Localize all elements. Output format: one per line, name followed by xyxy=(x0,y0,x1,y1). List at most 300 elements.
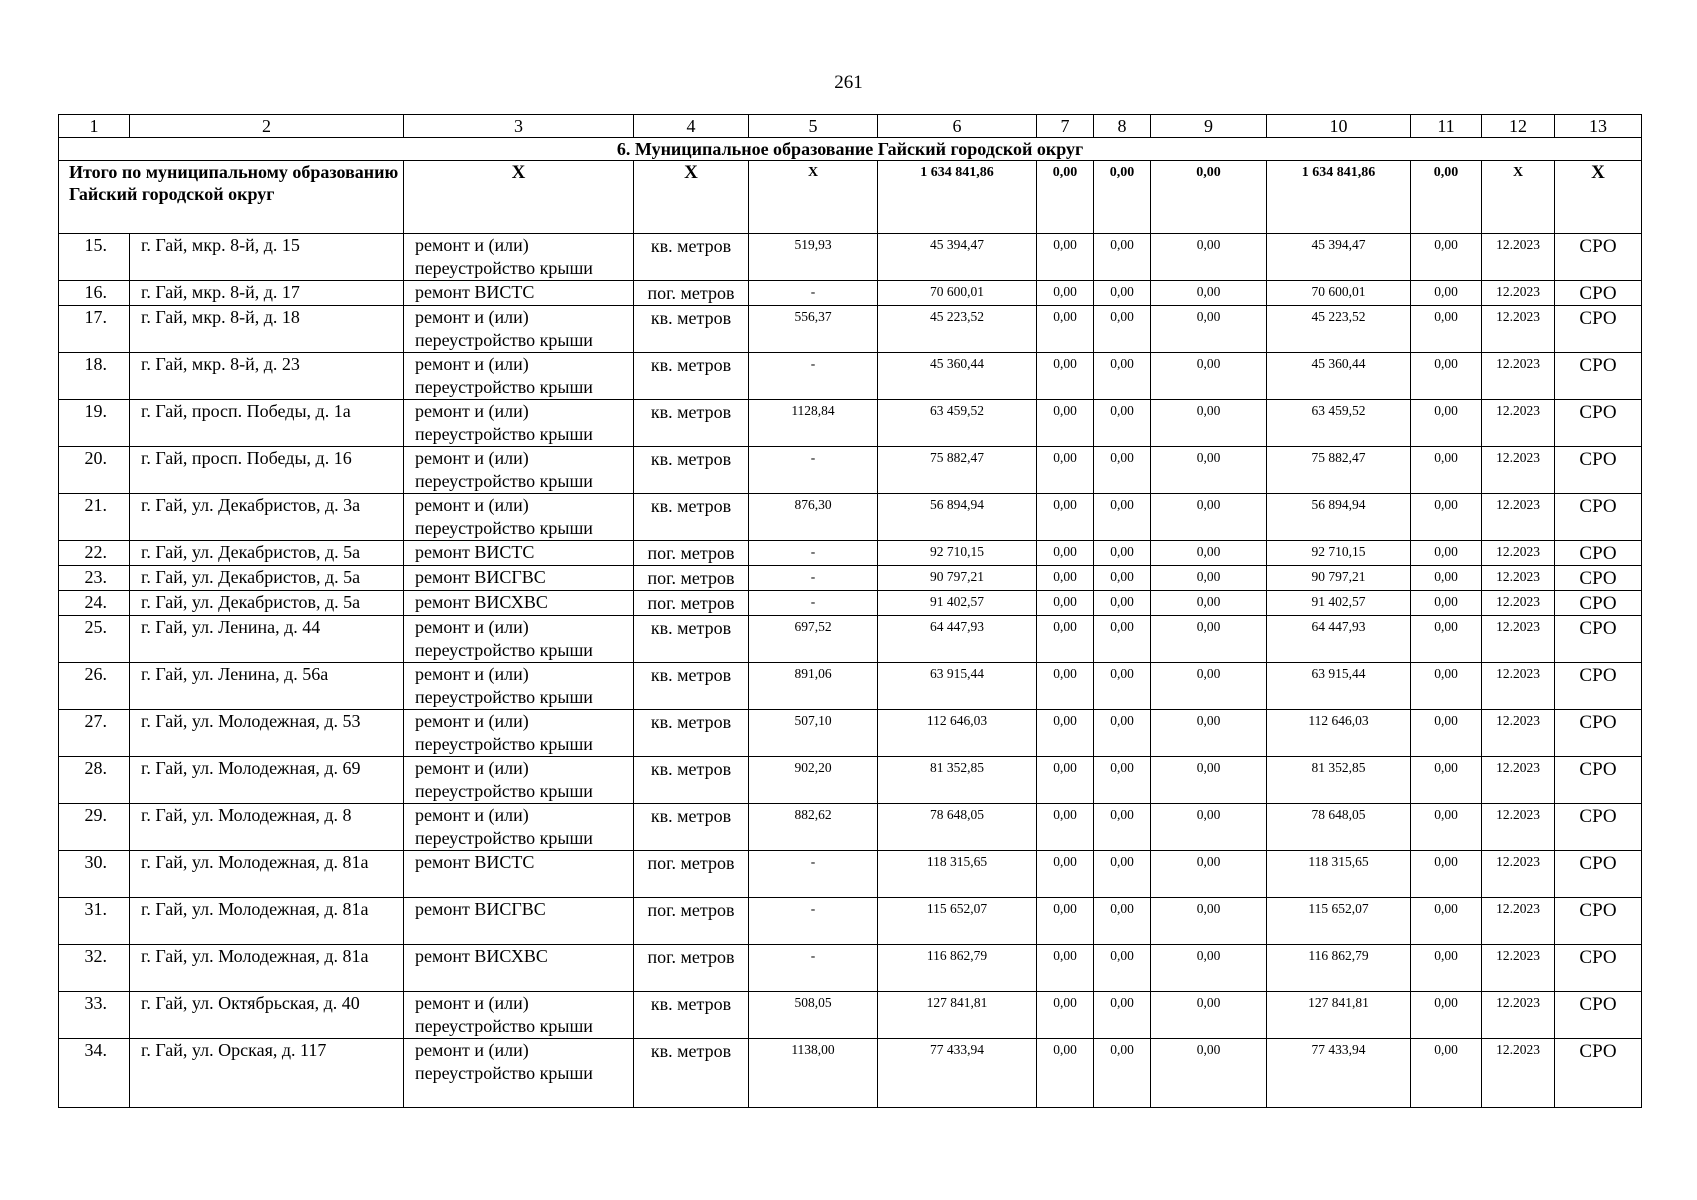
row-unit: кв. метров xyxy=(634,1039,749,1108)
row-col8: 0,00 xyxy=(1094,992,1151,1039)
row-col11: 0,00 xyxy=(1411,591,1482,616)
row-col9: 0,00 xyxy=(1151,1039,1267,1108)
table-row xyxy=(59,447,1642,494)
table-row xyxy=(59,851,1642,898)
total-c7: 0,00 xyxy=(1037,161,1094,234)
row-completion-date: 12.2023 xyxy=(1482,400,1555,447)
column-number: 8 xyxy=(1094,115,1151,138)
total-c6: 1 634 841,86 xyxy=(878,161,1037,234)
table-row xyxy=(59,234,1642,281)
total-c11: 0,00 xyxy=(1411,161,1482,234)
row-number: 16. xyxy=(59,281,130,306)
row-work-type: ремонт ВИСХВС xyxy=(404,945,634,992)
total-c5: X xyxy=(749,161,878,234)
row-performer: СРО xyxy=(1555,591,1642,616)
row-total-cost: 56 894,94 xyxy=(878,494,1037,541)
row-total-cost: 90 797,21 xyxy=(878,566,1037,591)
row-quantity: - xyxy=(749,447,878,494)
row-number: 24. xyxy=(59,591,130,616)
row-performer: СРО xyxy=(1555,234,1642,281)
row-address: г. Гай, ул. Молодежная, д. 69 xyxy=(130,757,404,804)
row-col11: 0,00 xyxy=(1411,1039,1482,1108)
column-number: 13 xyxy=(1555,115,1642,138)
row-total-cost: 115 652,07 xyxy=(878,898,1037,945)
row-completion-date: 12.2023 xyxy=(1482,306,1555,353)
row-completion-date: 12.2023 xyxy=(1482,447,1555,494)
row-total-cost: 45 223,52 xyxy=(878,306,1037,353)
row-col10: 116 862,79 xyxy=(1267,945,1411,992)
row-unit: пог. метров xyxy=(634,851,749,898)
row-address: г. Гай, ул. Орская, д. 117 xyxy=(130,1039,404,1108)
table-row xyxy=(59,353,1642,400)
row-quantity: 1128,84 xyxy=(749,400,878,447)
row-col11: 0,00 xyxy=(1411,616,1482,663)
row-col11: 0,00 xyxy=(1411,494,1482,541)
row-col10: 63 915,44 xyxy=(1267,663,1411,710)
total-c9: 0,00 xyxy=(1151,161,1267,234)
row-col8: 0,00 xyxy=(1094,591,1151,616)
row-number: 19. xyxy=(59,400,130,447)
row-work-type: ремонт ВИСТС xyxy=(404,541,634,566)
row-unit: кв. метров xyxy=(634,447,749,494)
row-quantity: 902,20 xyxy=(749,757,878,804)
column-number: 9 xyxy=(1151,115,1267,138)
table-row xyxy=(59,541,1642,566)
row-total-cost: 92 710,15 xyxy=(878,541,1037,566)
row-work-type: ремонт ВИСГВС xyxy=(404,898,634,945)
row-address: г. Гай, просп. Победы, д. 1а xyxy=(130,400,404,447)
row-col9: 0,00 xyxy=(1151,663,1267,710)
row-work-type: ремонт и (или) переустройство крыши xyxy=(404,710,634,757)
row-work-type: ремонт ВИСХВС xyxy=(404,591,634,616)
row-address: г. Гай, ул. Молодежная, д. 81а xyxy=(130,945,404,992)
row-col11: 0,00 xyxy=(1411,353,1482,400)
table-row xyxy=(59,616,1642,663)
row-performer: СРО xyxy=(1555,541,1642,566)
row-col9: 0,00 xyxy=(1151,898,1267,945)
row-col7: 0,00 xyxy=(1037,400,1094,447)
total-row xyxy=(59,161,1642,234)
row-quantity: - xyxy=(749,281,878,306)
row-total-cost: 63 459,52 xyxy=(878,400,1037,447)
column-number: 4 xyxy=(634,115,749,138)
row-address: г. Гай, ул. Молодежная, д. 8 xyxy=(130,804,404,851)
row-col9: 0,00 xyxy=(1151,541,1267,566)
row-total-cost: 118 315,65 xyxy=(878,851,1037,898)
row-completion-date: 12.2023 xyxy=(1482,541,1555,566)
row-completion-date: 12.2023 xyxy=(1482,992,1555,1039)
row-performer: СРО xyxy=(1555,757,1642,804)
row-col11: 0,00 xyxy=(1411,851,1482,898)
row-number: 18. xyxy=(59,353,130,400)
row-address: г. Гай, ул. Молодежная, д. 81а xyxy=(130,851,404,898)
row-col10: 92 710,15 xyxy=(1267,541,1411,566)
row-completion-date: 12.2023 xyxy=(1482,234,1555,281)
total-c4: X xyxy=(634,161,749,234)
section-row xyxy=(59,138,1642,161)
row-col10: 63 459,52 xyxy=(1267,400,1411,447)
row-col8: 0,00 xyxy=(1094,663,1151,710)
row-col10: 75 882,47 xyxy=(1267,447,1411,494)
row-total-cost: 78 648,05 xyxy=(878,804,1037,851)
row-completion-date: 12.2023 xyxy=(1482,804,1555,851)
row-col7: 0,00 xyxy=(1037,494,1094,541)
row-col10: 56 894,94 xyxy=(1267,494,1411,541)
row-unit: кв. метров xyxy=(634,353,749,400)
row-col10: 78 648,05 xyxy=(1267,804,1411,851)
row-total-cost: 63 915,44 xyxy=(878,663,1037,710)
row-col10: 45 223,52 xyxy=(1267,306,1411,353)
column-number: 11 xyxy=(1411,115,1482,138)
row-col9: 0,00 xyxy=(1151,281,1267,306)
row-col9: 0,00 xyxy=(1151,804,1267,851)
row-col8: 0,00 xyxy=(1094,541,1151,566)
row-completion-date: 12.2023 xyxy=(1482,591,1555,616)
row-col11: 0,00 xyxy=(1411,992,1482,1039)
row-completion-date: 12.2023 xyxy=(1482,757,1555,804)
row-number: 17. xyxy=(59,306,130,353)
row-col11: 0,00 xyxy=(1411,663,1482,710)
row-col8: 0,00 xyxy=(1094,353,1151,400)
row-total-cost: 81 352,85 xyxy=(878,757,1037,804)
total-c3: X xyxy=(404,161,634,234)
row-unit: кв. метров xyxy=(634,992,749,1039)
row-number: 15. xyxy=(59,234,130,281)
column-number: 3 xyxy=(404,115,634,138)
row-col7: 0,00 xyxy=(1037,992,1094,1039)
row-work-type: ремонт и (или) переустройство крыши xyxy=(404,447,634,494)
row-completion-date: 12.2023 xyxy=(1482,353,1555,400)
row-quantity: 556,37 xyxy=(749,306,878,353)
row-address: г. Гай, ул. Ленина, д. 56а xyxy=(130,663,404,710)
row-col9: 0,00 xyxy=(1151,851,1267,898)
row-quantity: 891,06 xyxy=(749,663,878,710)
row-quantity: - xyxy=(749,353,878,400)
total-c12: X xyxy=(1482,161,1555,234)
row-col10: 64 447,93 xyxy=(1267,616,1411,663)
row-col11: 0,00 xyxy=(1411,400,1482,447)
row-quantity: - xyxy=(749,566,878,591)
row-number: 27. xyxy=(59,710,130,757)
total-c13: X xyxy=(1555,161,1642,234)
row-number: 23. xyxy=(59,566,130,591)
row-quantity: 1138,00 xyxy=(749,1039,878,1108)
row-performer: СРО xyxy=(1555,281,1642,306)
table-row xyxy=(59,898,1642,945)
row-total-cost: 127 841,81 xyxy=(878,992,1037,1039)
row-performer: СРО xyxy=(1555,663,1642,710)
table-row xyxy=(59,591,1642,616)
row-col11: 0,00 xyxy=(1411,234,1482,281)
row-col8: 0,00 xyxy=(1094,898,1151,945)
row-number: 28. xyxy=(59,757,130,804)
row-col8: 0,00 xyxy=(1094,945,1151,992)
row-number: 25. xyxy=(59,616,130,663)
row-work-type: ремонт ВИСТС xyxy=(404,281,634,306)
row-completion-date: 12.2023 xyxy=(1482,851,1555,898)
table-row xyxy=(59,306,1642,353)
row-col9: 0,00 xyxy=(1151,494,1267,541)
row-col9: 0,00 xyxy=(1151,306,1267,353)
row-col7: 0,00 xyxy=(1037,306,1094,353)
row-number: 20. xyxy=(59,447,130,494)
row-col8: 0,00 xyxy=(1094,1039,1151,1108)
row-performer: СРО xyxy=(1555,400,1642,447)
table-row xyxy=(59,804,1642,851)
row-work-type: ремонт ВИСГВС xyxy=(404,566,634,591)
row-col11: 0,00 xyxy=(1411,281,1482,306)
row-performer: СРО xyxy=(1555,494,1642,541)
row-col11: 0,00 xyxy=(1411,945,1482,992)
table-row xyxy=(59,400,1642,447)
row-address: г. Гай, мкр. 8-й, д. 23 xyxy=(130,353,404,400)
row-completion-date: 12.2023 xyxy=(1482,566,1555,591)
row-work-type: ремонт и (или) переустройство крыши xyxy=(404,353,634,400)
row-address: г. Гай, мкр. 8-й, д. 17 xyxy=(130,281,404,306)
row-unit: пог. метров xyxy=(634,281,749,306)
row-number: 30. xyxy=(59,851,130,898)
row-number: 31. xyxy=(59,898,130,945)
row-col7: 0,00 xyxy=(1037,541,1094,566)
row-total-cost: 91 402,57 xyxy=(878,591,1037,616)
table-row xyxy=(59,945,1642,992)
row-quantity: - xyxy=(749,591,878,616)
row-col8: 0,00 xyxy=(1094,616,1151,663)
row-total-cost: 70 600,01 xyxy=(878,281,1037,306)
row-unit: кв. метров xyxy=(634,234,749,281)
row-col10: 115 652,07 xyxy=(1267,898,1411,945)
row-number: 34. xyxy=(59,1039,130,1108)
column-number: 7 xyxy=(1037,115,1094,138)
row-col8: 0,00 xyxy=(1094,234,1151,281)
row-performer: СРО xyxy=(1555,447,1642,494)
row-performer: СРО xyxy=(1555,992,1642,1039)
row-col7: 0,00 xyxy=(1037,804,1094,851)
row-col10: 45 360,44 xyxy=(1267,353,1411,400)
row-col9: 0,00 xyxy=(1151,400,1267,447)
row-col7: 0,00 xyxy=(1037,1039,1094,1108)
row-quantity: - xyxy=(749,541,878,566)
row-unit: кв. метров xyxy=(634,400,749,447)
row-col9: 0,00 xyxy=(1151,945,1267,992)
column-number: 12 xyxy=(1482,115,1555,138)
row-quantity: 697,52 xyxy=(749,616,878,663)
row-col7: 0,00 xyxy=(1037,353,1094,400)
column-number: 2 xyxy=(130,115,404,138)
row-quantity: - xyxy=(749,851,878,898)
row-col8: 0,00 xyxy=(1094,306,1151,353)
table-row xyxy=(59,757,1642,804)
capital-repair-table xyxy=(58,114,1642,1108)
row-unit: пог. метров xyxy=(634,898,749,945)
row-col10: 112 646,03 xyxy=(1267,710,1411,757)
row-col9: 0,00 xyxy=(1151,710,1267,757)
row-performer: СРО xyxy=(1555,898,1642,945)
row-col7: 0,00 xyxy=(1037,566,1094,591)
column-number-row xyxy=(59,115,1642,138)
column-number: 10 xyxy=(1267,115,1411,138)
row-col8: 0,00 xyxy=(1094,851,1151,898)
table-row xyxy=(59,494,1642,541)
row-col8: 0,00 xyxy=(1094,757,1151,804)
row-performer: СРО xyxy=(1555,566,1642,591)
row-col9: 0,00 xyxy=(1151,234,1267,281)
row-col7: 0,00 xyxy=(1037,591,1094,616)
row-quantity: 876,30 xyxy=(749,494,878,541)
row-unit: кв. метров xyxy=(634,710,749,757)
row-col7: 0,00 xyxy=(1037,234,1094,281)
row-col9: 0,00 xyxy=(1151,591,1267,616)
row-performer: СРО xyxy=(1555,306,1642,353)
row-unit: кв. метров xyxy=(634,804,749,851)
row-col8: 0,00 xyxy=(1094,494,1151,541)
row-col8: 0,00 xyxy=(1094,447,1151,494)
table-row xyxy=(59,992,1642,1039)
row-work-type: ремонт и (или) переустройство крыши xyxy=(404,234,634,281)
row-address: г. Гай, просп. Победы, д. 16 xyxy=(130,447,404,494)
row-col11: 0,00 xyxy=(1411,447,1482,494)
column-number: 5 xyxy=(749,115,878,138)
column-number: 1 xyxy=(59,115,130,138)
row-unit: пог. метров xyxy=(634,566,749,591)
row-work-type: ремонт и (или) переустройство крыши xyxy=(404,494,634,541)
row-total-cost: 45 360,44 xyxy=(878,353,1037,400)
row-address: г. Гай, ул. Декабристов, д. 5а xyxy=(130,541,404,566)
row-performer: СРО xyxy=(1555,804,1642,851)
row-completion-date: 12.2023 xyxy=(1482,945,1555,992)
row-work-type: ремонт и (или) переустройство крыши xyxy=(404,804,634,851)
row-total-cost: 75 882,47 xyxy=(878,447,1037,494)
table-row xyxy=(59,1039,1642,1108)
row-col10: 77 433,94 xyxy=(1267,1039,1411,1108)
row-performer: СРО xyxy=(1555,945,1642,992)
total-label: Итого по муниципальному образованию Гайский городской округ xyxy=(59,161,404,234)
section-title: 6. Муниципальное образование Гайский городской округ xyxy=(59,138,1642,161)
row-completion-date: 12.2023 xyxy=(1482,898,1555,945)
row-col11: 0,00 xyxy=(1411,757,1482,804)
row-number: 22. xyxy=(59,541,130,566)
row-address: г. Гай, ул. Ленина, д. 44 xyxy=(130,616,404,663)
row-unit: пог. метров xyxy=(634,591,749,616)
row-work-type: ремонт и (или) переустройство крыши xyxy=(404,306,634,353)
row-address: г. Гай, ул. Декабристов, д. 3а xyxy=(130,494,404,541)
row-col10: 81 352,85 xyxy=(1267,757,1411,804)
table-row xyxy=(59,710,1642,757)
row-col9: 0,00 xyxy=(1151,447,1267,494)
row-col10: 127 841,81 xyxy=(1267,992,1411,1039)
row-quantity: 508,05 xyxy=(749,992,878,1039)
row-col7: 0,00 xyxy=(1037,616,1094,663)
row-col11: 0,00 xyxy=(1411,541,1482,566)
row-col9: 0,00 xyxy=(1151,616,1267,663)
row-col9: 0,00 xyxy=(1151,992,1267,1039)
row-quantity: - xyxy=(749,898,878,945)
row-col7: 0,00 xyxy=(1037,663,1094,710)
row-col9: 0,00 xyxy=(1151,566,1267,591)
row-work-type: ремонт и (или) переустройство крыши xyxy=(404,663,634,710)
row-completion-date: 12.2023 xyxy=(1482,710,1555,757)
row-address: г. Гай, ул. Молодежная, д. 53 xyxy=(130,710,404,757)
row-col7: 0,00 xyxy=(1037,447,1094,494)
row-unit: кв. метров xyxy=(634,663,749,710)
row-total-cost: 77 433,94 xyxy=(878,1039,1037,1108)
row-col11: 0,00 xyxy=(1411,566,1482,591)
row-col8: 0,00 xyxy=(1094,710,1151,757)
table-row xyxy=(59,281,1642,306)
row-col7: 0,00 xyxy=(1037,898,1094,945)
row-address: г. Гай, ул. Декабристов, д. 5а xyxy=(130,591,404,616)
row-total-cost: 64 447,93 xyxy=(878,616,1037,663)
row-col8: 0,00 xyxy=(1094,804,1151,851)
row-col7: 0,00 xyxy=(1037,851,1094,898)
row-col10: 70 600,01 xyxy=(1267,281,1411,306)
row-completion-date: 12.2023 xyxy=(1482,494,1555,541)
row-unit: кв. метров xyxy=(634,306,749,353)
row-col10: 90 797,21 xyxy=(1267,566,1411,591)
row-performer: СРО xyxy=(1555,1039,1642,1108)
row-unit: пог. метров xyxy=(634,541,749,566)
row-col11: 0,00 xyxy=(1411,710,1482,757)
row-number: 26. xyxy=(59,663,130,710)
row-address: г. Гай, ул. Молодежная, д. 81а xyxy=(130,898,404,945)
row-quantity: 882,62 xyxy=(749,804,878,851)
row-col11: 0,00 xyxy=(1411,306,1482,353)
row-address: г. Гай, ул. Декабристов, д. 5а xyxy=(130,566,404,591)
row-unit: кв. метров xyxy=(634,757,749,804)
row-total-cost: 116 862,79 xyxy=(878,945,1037,992)
row-performer: СРО xyxy=(1555,851,1642,898)
row-col10: 118 315,65 xyxy=(1267,851,1411,898)
row-address: г. Гай, ул. Октябрьская, д. 40 xyxy=(130,992,404,1039)
row-address: г. Гай, мкр. 8-й, д. 15 xyxy=(130,234,404,281)
row-col10: 91 402,57 xyxy=(1267,591,1411,616)
row-work-type: ремонт и (или) переустройство крыши xyxy=(404,400,634,447)
row-number: 29. xyxy=(59,804,130,851)
row-total-cost: 112 646,03 xyxy=(878,710,1037,757)
row-number: 33. xyxy=(59,992,130,1039)
row-work-type: ремонт и (или) переустройство крыши xyxy=(404,1039,634,1108)
row-col7: 0,00 xyxy=(1037,281,1094,306)
row-number: 32. xyxy=(59,945,130,992)
row-completion-date: 12.2023 xyxy=(1482,616,1555,663)
row-completion-date: 12.2023 xyxy=(1482,663,1555,710)
row-quantity: - xyxy=(749,945,878,992)
row-work-type: ремонт ВИСТС xyxy=(404,851,634,898)
row-completion-date: 12.2023 xyxy=(1482,1039,1555,1108)
page-number: 261 xyxy=(834,72,863,93)
row-col9: 0,00 xyxy=(1151,353,1267,400)
row-work-type: ремонт и (или) переустройство крыши xyxy=(404,616,634,663)
row-col10: 45 394,47 xyxy=(1267,234,1411,281)
row-quantity: 507,10 xyxy=(749,710,878,757)
row-work-type: ремонт и (или) переустройство крыши xyxy=(404,992,634,1039)
row-col7: 0,00 xyxy=(1037,945,1094,992)
row-completion-date: 12.2023 xyxy=(1482,281,1555,306)
row-col9: 0,00 xyxy=(1151,757,1267,804)
row-performer: СРО xyxy=(1555,710,1642,757)
table-row xyxy=(59,566,1642,591)
row-unit: пог. метров xyxy=(634,945,749,992)
row-total-cost: 45 394,47 xyxy=(878,234,1037,281)
row-work-type: ремонт и (или) переустройство крыши xyxy=(404,757,634,804)
column-number: 6 xyxy=(878,115,1037,138)
row-col11: 0,00 xyxy=(1411,898,1482,945)
row-unit: кв. метров xyxy=(634,616,749,663)
row-col8: 0,00 xyxy=(1094,281,1151,306)
row-quantity: 519,93 xyxy=(749,234,878,281)
row-performer: СРО xyxy=(1555,616,1642,663)
total-c10: 1 634 841,86 xyxy=(1267,161,1411,234)
